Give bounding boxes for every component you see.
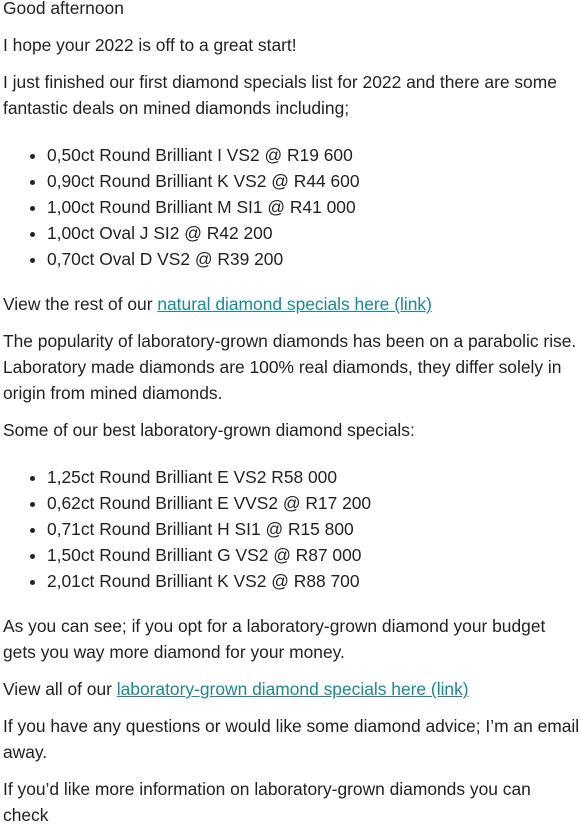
questions-text: If you have any questions or would like some diamond advice; I’m an email away.: [3, 716, 580, 762]
list-item: • 0,71ct Round Brilliant H SI1 @ R15 800: [47, 516, 580, 542]
natural-specials-line: [3, 291, 580, 317]
intro-text: I hope your 2022 is off to a great start!: [3, 35, 297, 55]
list-item: • 2,01ct Round Brilliant K VS2 @ R88 700: [47, 568, 580, 594]
list-item: • 0,62ct Round Brilliant E VVS2 @ R17 200: [47, 490, 580, 516]
budget-note: As you can see; if you opt for a laboratory-grown diamond your budget gets you way more diamond for your money.: [3, 616, 546, 662]
lab-specials-line: [3, 676, 580, 702]
lab-diamond-list: [3, 464, 580, 594]
list-item: • 0,90ct Round Brilliant K VS2 @ R44 600: [47, 168, 580, 194]
list-item: • 1,50ct Round Brilliant G VS2 @ R87 000: [47, 542, 580, 568]
lab-specials-prefix: View all of our: [3, 679, 117, 699]
greeting: Good afternoon: [3, 0, 124, 18]
list-item: • 1,00ct Oval J SI2 @ R42 200: [47, 220, 580, 246]
list-item: • 1,00ct Round Brilliant M SI1 @ R41 000: [47, 194, 580, 220]
mined-diamond-list: [3, 142, 580, 272]
list-item: • 0,50ct Round Brilliant I VS2 @ R19 600: [47, 142, 580, 168]
natural-specials-prefix: View the rest of our: [3, 294, 158, 314]
lab-popularity-text: The popularity of laboratory-grown diamonds has been on a parabolic rise. Laboratory made diamonds are 100% real diamonds, they differ solely in origin from mined diamonds.: [3, 331, 577, 403]
email-body: [3, 0, 580, 839]
specials-intro: I just finished our first diamond specials list for 2022 and there are some fantastic deals on mined diamonds including;: [3, 72, 557, 118]
natural-specials-link[interactable]: natural diamond specials here (link): [157, 294, 432, 314]
list-item: • 1,25ct Round Brilliant E VS2 R58 000: [47, 464, 580, 490]
list-item: • 0,70ct Oval D VS2 @ R39 200: [47, 246, 580, 272]
lab-specials-intro: Some of our best laboratory-grown diamond specials:: [3, 420, 415, 440]
lab-specials-link[interactable]: laboratory-grown diamond specials here (link): [116, 679, 469, 699]
more-info-text: If you’d like more information on laboratory-grown diamonds you can check: [3, 779, 531, 825]
